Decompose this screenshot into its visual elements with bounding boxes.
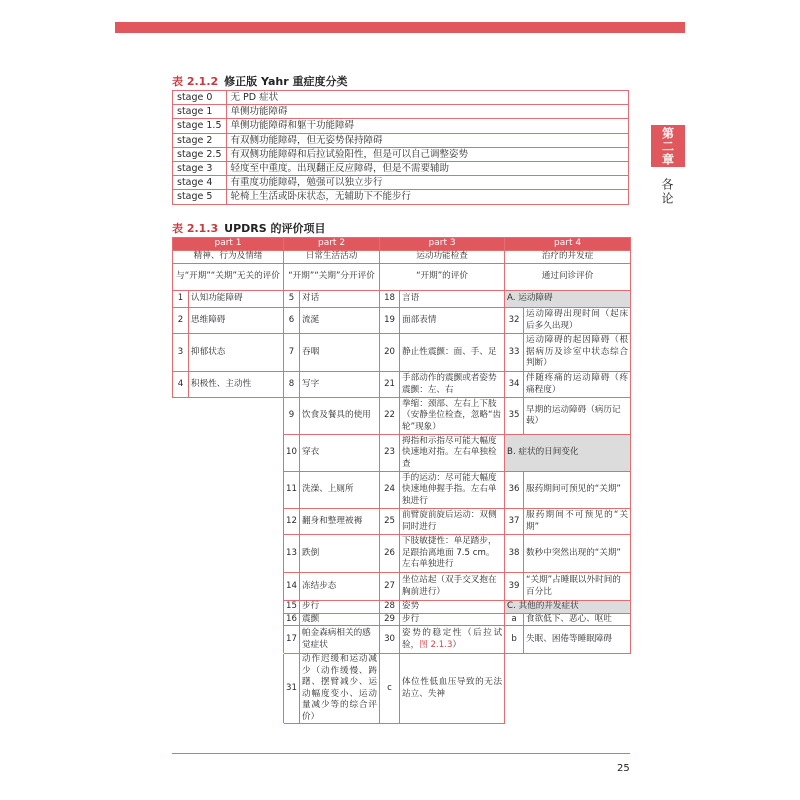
stage-label: stage 1 [173, 105, 227, 119]
table-row [173, 654, 631, 724]
item-text-tail: ） [452, 639, 462, 650]
item-text: 面部表情 [400, 308, 505, 334]
item-number: 39 [505, 573, 524, 601]
part4-header: part 4 [505, 238, 631, 251]
stage-label: stage 2.5 [173, 147, 227, 161]
item-text: 积极性、主动性 [189, 372, 284, 398]
item-text: 拇指和示指尽可能大幅度快速地对指。左右单独检查 [400, 435, 505, 472]
figure-link[interactable]: 图 2.1.3 [419, 639, 453, 650]
stage-description: 单侧功能障碍和躯干功能障碍 [226, 119, 629, 133]
item-number: 10 [284, 435, 300, 472]
item-number: 11 [284, 472, 300, 509]
item-number: 17 [284, 626, 300, 654]
item-text: 服药期间不可预见的“关期” [524, 509, 631, 535]
item-number: 28 [380, 601, 400, 614]
item-text: 流涎 [300, 308, 380, 334]
item-text: 体位性低血压导致的无法站立、失神 [400, 654, 505, 724]
item-number: 26 [380, 535, 400, 573]
table1-number: 表 2.1.2 [172, 75, 219, 88]
item-text: 手部动作的震颤或者姿势震颤：左、右 [400, 372, 505, 398]
table-row [173, 190, 629, 204]
item-text: 数秒中突然出现的“关期” [524, 535, 631, 573]
item-number: 34 [505, 372, 524, 398]
part4-title: 治疗的并发症 [505, 251, 631, 264]
top-accent-bar [115, 22, 685, 33]
item-text: 静止性震颤：面、手、足 [400, 334, 505, 372]
item-number: 1 [173, 291, 189, 308]
item-number: 14 [284, 573, 300, 601]
item-text: 运动障碍的起因障碍（根据病历及诊室中状态综合判断） [524, 334, 631, 372]
yahr-table [172, 90, 629, 205]
item-text: 步行 [300, 601, 380, 614]
item-number: 4 [173, 372, 189, 398]
stage-label: stage 3 [173, 161, 227, 175]
item-text: 跌倒 [300, 535, 380, 573]
item-text: 动作迟缓和运动减少（动作缓慢、踌躇、摆臂减少、运动幅度变小、运动量减少等的综合评价） [300, 654, 380, 724]
table-row [173, 334, 631, 372]
item-number: 36 [505, 472, 524, 509]
item-number: 18 [380, 291, 400, 308]
stage-description: 有重度功能障碍，勉强可以独立步行 [226, 176, 629, 190]
part1-header: part 1 [173, 238, 284, 251]
item-text: 翻身和整理被褥 [300, 509, 380, 535]
section-b-header: B. 症状的日间变化 [505, 435, 631, 472]
table-row [173, 308, 631, 334]
item-text: 穿衣 [300, 435, 380, 472]
table-row [173, 105, 629, 119]
item-number: 33 [505, 334, 524, 372]
part3-header: part 3 [380, 238, 505, 251]
table-row [173, 372, 631, 398]
item-text: 饮食及餐具的使用 [300, 398, 380, 435]
item-number: 8 [284, 372, 300, 398]
item-number: 20 [380, 334, 400, 372]
item-number: 31 [284, 654, 300, 724]
table-row [173, 147, 629, 161]
part2-header: part 2 [284, 238, 380, 251]
item-text: 震颤 [300, 613, 380, 626]
item-number: 3 [173, 334, 189, 372]
section-a-header: A. 运动障碍 [505, 291, 631, 308]
item-text: 认知功能障碍 [189, 291, 284, 308]
item-number: 37 [505, 509, 524, 535]
table-row [173, 119, 629, 133]
item-text: 拳缩：颈部、左右上下肢（安静坐位检查，忽略“齿轮”现象） [400, 398, 505, 435]
item-number: 19 [380, 308, 400, 334]
table2-number: 表 2.1.3 [172, 222, 219, 235]
item-number: 6 [284, 308, 300, 334]
item-text: 言语 [400, 291, 505, 308]
part2-desc: “开期”“关期”分开评价 [284, 264, 380, 291]
table1-title: 修正版 Yahr 重症度分类 [224, 75, 348, 88]
item-text: 失眠、困倦等睡眠障碍 [524, 626, 631, 654]
item-text-main: 姿势的稳定性（后拉试验， [402, 628, 503, 650]
item-text: 帕金森病相关的感觉症状 [300, 626, 380, 654]
item-number: 35 [505, 398, 524, 435]
item-number: 15 [284, 601, 300, 614]
stage-label: stage 1.5 [173, 119, 227, 133]
part4-desc: 通过问诊评价 [505, 264, 631, 291]
stage-description: 有双侧功能障碍，但无姿势保持障碍 [226, 133, 629, 147]
stage-description: 无 PD 症状 [226, 91, 629, 105]
table-row [173, 398, 631, 435]
item-number: 21 [380, 372, 400, 398]
item-text: 手的运动：尽可能大幅度快速地伸握手指。左右单独进行 [400, 472, 505, 509]
item-text: 抑郁状态 [189, 334, 284, 372]
item-number: b [505, 626, 524, 654]
table1-caption [172, 73, 347, 89]
item-text: 对话 [300, 291, 380, 308]
part3-desc: “开期”的评价 [380, 264, 505, 291]
updrs-table [172, 237, 631, 724]
item-text: 前臂旋前旋后运动：双侧同时进行 [400, 509, 505, 535]
empty-cell [173, 398, 284, 654]
part1-title: 精神、行为及情绪 [173, 251, 284, 264]
table-row [173, 133, 629, 147]
item-text: “关期”占睡眠以外时间的百分比 [524, 573, 631, 601]
item-number: 22 [380, 398, 400, 435]
page-number: 25 [617, 763, 630, 774]
table-row [173, 161, 629, 175]
item-text: 坐位站起（双手交叉抱在胸前进行） [400, 573, 505, 601]
item-number: 7 [284, 334, 300, 372]
item-number: 5 [284, 291, 300, 308]
item-text: 服药期间可预见的“关期” [524, 472, 631, 509]
chapter-tab: 第二章 [651, 125, 685, 167]
item-number: 27 [380, 573, 400, 601]
stage-description: 轻度至中重度。出现翻正反应障碍，但是不需要辅助 [226, 161, 629, 175]
item-text: 步行 [400, 613, 505, 626]
item-number: 12 [284, 509, 300, 535]
item-text: 伴随疼痛的运动障碍（疼痛程度） [524, 372, 631, 398]
item-text: 食欲低下、恶心、呕吐 [524, 613, 631, 626]
item-text: 写字 [300, 372, 380, 398]
stage-label: stage 5 [173, 190, 227, 204]
stage-description: 轮椅上生活或卧床状态，无辅助下不能步行 [226, 190, 629, 204]
item-text: 下肢敏捷性：单足踏步，足跟抬离地面 7.5 cm。左右单独进行 [400, 535, 505, 573]
item-text: 冻结步态 [300, 573, 380, 601]
stage-label: stage 0 [173, 91, 227, 105]
stage-description: 有双侧功能障碍和后拉试验阳性，但是可以自己调整姿势 [226, 147, 629, 161]
item-text: 洗澡、上厕所 [300, 472, 380, 509]
item-text: 运动障碍出现时间（起床后多久出现） [524, 308, 631, 334]
table-row [173, 176, 629, 190]
item-number: c [380, 654, 400, 724]
item-text: 吞咽 [300, 334, 380, 372]
section-c-header: C. 其他的并发症状 [505, 601, 631, 614]
item-number: 29 [380, 613, 400, 626]
footer-divider [172, 753, 630, 754]
item-number: 9 [284, 398, 300, 435]
table2-title: UPDRS 的评价项目 [224, 222, 326, 235]
part2-title: 日常生活活动 [284, 251, 380, 264]
item-number: 25 [380, 509, 400, 535]
item-text: 早期的运动障碍（病历记载） [524, 398, 631, 435]
table-row [173, 91, 629, 105]
table-row [173, 291, 631, 308]
part1-desc: 与“开期”“关期”无关的评价 [173, 264, 284, 291]
item-number: 24 [380, 472, 400, 509]
item-text: 思维障碍 [189, 308, 284, 334]
item-text: 姿势 [400, 601, 505, 614]
table2-caption [172, 220, 326, 236]
item-number: 13 [284, 535, 300, 573]
item-number: 23 [380, 435, 400, 472]
item-number: 2 [173, 308, 189, 334]
item-text [400, 626, 505, 654]
item-number: a [505, 613, 524, 626]
chapter-label: 各论 [660, 178, 674, 206]
item-number: 38 [505, 535, 524, 573]
item-number: 32 [505, 308, 524, 334]
item-number: 30 [380, 626, 400, 654]
stage-label: stage 4 [173, 176, 227, 190]
stage-label: stage 2 [173, 133, 227, 147]
item-number: 16 [284, 613, 300, 626]
empty-cell [173, 654, 284, 724]
stage-description: 单侧功能障碍 [226, 105, 629, 119]
part3-title: 运动功能检查 [380, 251, 505, 264]
